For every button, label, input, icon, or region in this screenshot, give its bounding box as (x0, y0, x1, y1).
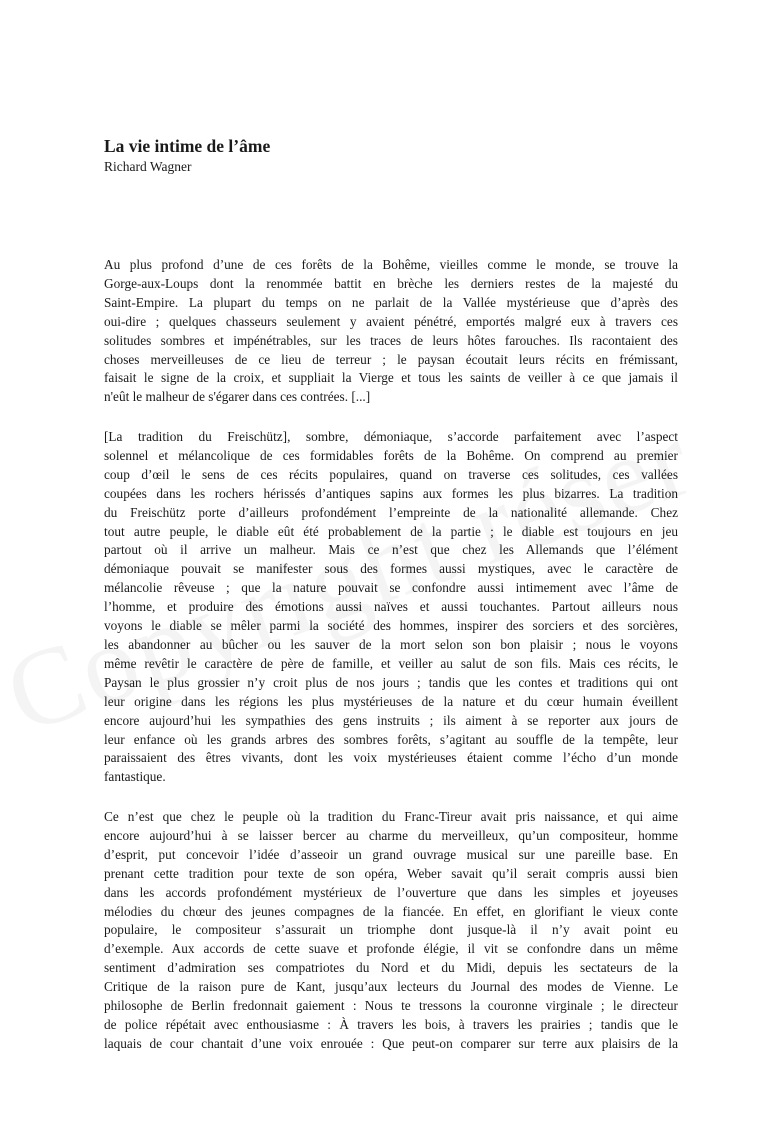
text-line: Gorge-aux-Loups dont la renommée battit en brèche les derniers restes de la majesté du (104, 275, 678, 291)
paragraph-2 (104, 428, 678, 787)
text-line: même revêtir le caractère de père de famille, et veiller au salut de son fils. Mais ces récits, le (104, 655, 678, 671)
paragraph-text (104, 428, 678, 787)
text-line: tout autre peuple, le diable eût été probablement de la partie ; le diable est toujours en jeu (104, 523, 678, 539)
text-line: populaire, le compositeur s’assurait un triomphe dont jusque-là il n’y avait point eu (104, 922, 678, 938)
text-line: fantastique. (104, 769, 166, 785)
text-line: leur origine dans les régions les plus mystérieuses de la nature et du cœur humain éveillent (104, 693, 678, 709)
text-line: oui-dire ; quelques chasseurs seulement y avaient pénétré, emportés malgré eux à travers ces (104, 313, 678, 329)
text-line: encore aujourd’hui à se laisser bercer au charme du merveilleux, qu’un compositeur, homme (104, 827, 678, 843)
text-line: choses merveilleuses de ce lieu de terreur ; le paysan écoutait leurs récits en frémissant, (104, 351, 678, 367)
text-line: [La tradition du Freischütz], sombre, démoniaque, s’accorde parfaitement avec l’aspect (104, 429, 678, 444)
text-line: Paysan le plus grossier n’y croit plus de nos jours ; tandis que les contes et traditions qui ont (104, 674, 678, 690)
document-author: Richard Wagner (104, 159, 192, 174)
text-line: coupées dans les rochers hérissés d’antiques sapins aux formes les plus bizarres. La tradition (104, 485, 678, 501)
text-line: démoniaque pouvait se manifester sous des formes aussi mystiques, avec le caractère de (104, 561, 678, 577)
text-line: Au plus profond d’une de ces forêts de la Bohême, vieilles comme le monde, se trouve la (104, 257, 678, 272)
paragraph-text (104, 808, 678, 1054)
text-line: l’homme, et produire des émotions aussi naïves et aussi touchantes. Partout ailleurs nous (104, 599, 678, 615)
text-line: solitudes sombres et impénétrables, sur les traces de leurs hôtes farouches. Ils racontaient des (104, 332, 678, 348)
text-line: d’esprit, put concevoir l’idée d’asseoir un grand ouvrage musical sur une pareille base. En (104, 846, 678, 862)
text-line: de police répétait avec enthousiasme : À travers les bois, à travers les prairies ; tandis que le (104, 1016, 678, 1032)
document-title: La vie intime de l’âme (104, 136, 271, 156)
text-line: n'eût le malheur de s'égarer dans ces contrées. [...] (104, 389, 371, 405)
text-line: dans les accords profondément mystérieux de l’ouverture que dans les simples et joyeuses (104, 884, 678, 900)
text-line: coup d’œil le sens de ces récits populaires, quand on traverse ces solitudes, ces vallées (104, 466, 678, 482)
text-line: solennel et mélancolique de ces formidables forêts de la Bohême. On comprend au premier (104, 447, 678, 463)
text-line: mélancolie rêveuse ; que la nature pouvait se confondre aussi intimement avec l’âme de (104, 580, 678, 596)
paragraph-3 (104, 808, 678, 1054)
text-line: mélodies du chœur des jeunes compagnes de la fiancée. En effet, en glorifiant le vieux conte (104, 903, 678, 919)
text-line: sentiment d’admiration ses compatriotes du Nord et du Midi, depuis les sectateurs de la (104, 960, 678, 976)
text-line: d’exemple. Aux accords de cette suave et profonde élégie, il vit se confondre dans un même (104, 941, 678, 957)
paragraph-text (104, 256, 678, 407)
paragraph-1 (104, 256, 678, 407)
text-line: philosophe de Berlin fredonnait gaiement : Nous te tressons la couronne virginale ; le directeur (104, 998, 678, 1014)
text-line: partout où il arrive un malheur. Mais ce n’est que chez les Allemands que l’élément (104, 542, 678, 558)
text-line: paraissaient des êtres vivants, dont les voix mystérieuses étaient comme l’écho d’un monde (104, 750, 678, 766)
text-line: faisait le signe de la croix, et suppliait la Vierge et tous les saints de veiller à ce que jamais il (104, 370, 678, 386)
text-line: encore aujourd’hui les sympathies des gens instruits ; ils aiment à se reporter aux jours de (104, 712, 678, 728)
text-line: laquais de cour chantait d’une voix enrouée : Que peut-on comparer sur terre aux plaisirs de la (104, 1035, 678, 1051)
text-line: leur enfance où les grands arbres des sombres forêts, s’agitant au souffle de la tempête, leur (104, 731, 678, 747)
text-line: du Freischütz porte d’ailleurs profondément l’empreinte de la nationalité allemande. Chez (104, 504, 678, 520)
text-line: prenant cette tradition pour texte de son opéra, Weber savait qu’il serait compris aussi bien (104, 865, 678, 881)
text-line: Saint-Empire. La plupart du temps on ne parlait de la Vallée mystérieuse que d’après des (104, 294, 678, 310)
text-line: voyons le diable se mêler parmi la société des hommes, inspirer des sorciers et des sorcières, (104, 618, 678, 634)
text-line: Critique de la raison pure de Kant, jusqu’aux lecteurs du Journal des modes de Vienne. Le (104, 979, 678, 995)
text-line: les abandonner au bûcher ou les sauver de la mort selon son bon plaisir ; nous le voyons (104, 636, 678, 652)
text-line: Ce n’est que chez le peuple où la tradition du Franc-Tireur avait pris naissance, et qui aime (104, 809, 678, 824)
